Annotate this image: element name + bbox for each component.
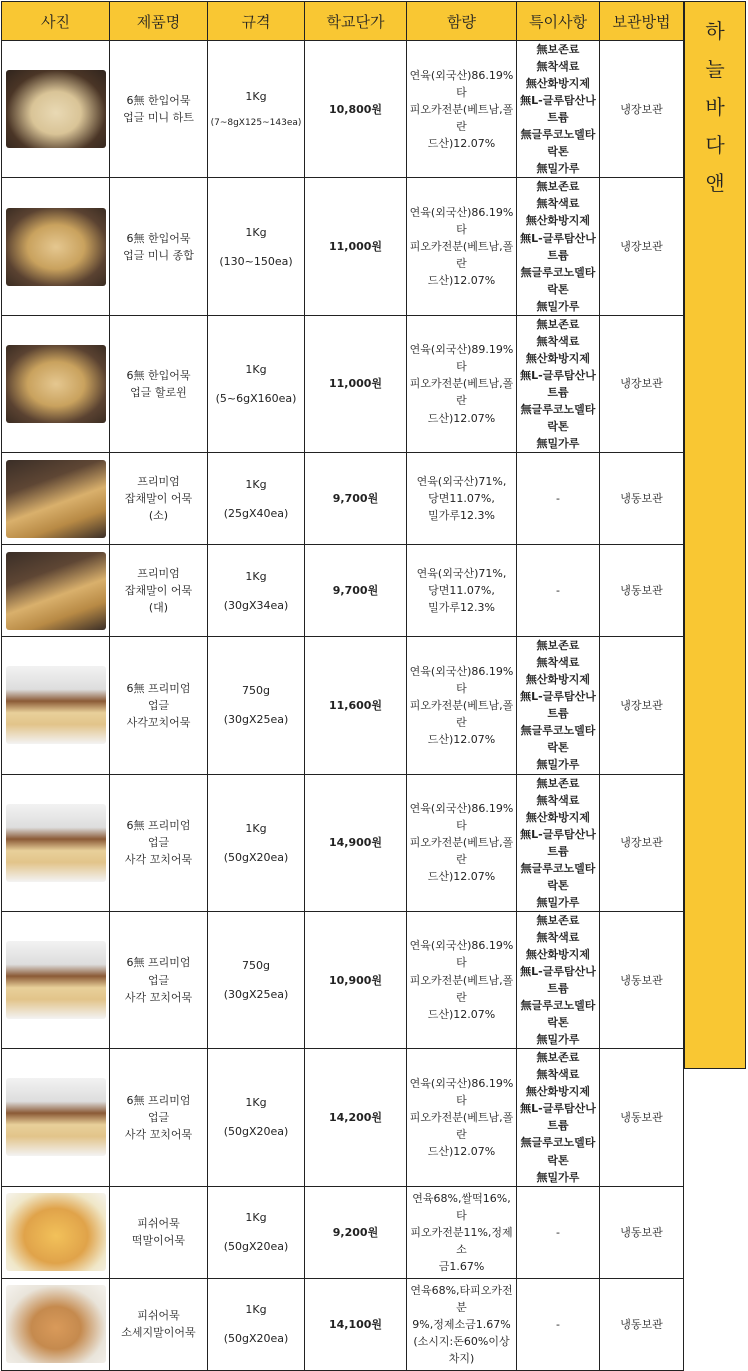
special-notes-cell bbox=[517, 178, 600, 315]
special-note: 無산화방지제 bbox=[525, 351, 591, 365]
price-cell: 14,200원 bbox=[305, 1049, 407, 1186]
product-name-line: 잡채말이 어묵 bbox=[124, 492, 193, 506]
product-name-line: 업글 미니 하트 bbox=[123, 111, 194, 125]
storage-cell: 냉동보관 bbox=[600, 1278, 684, 1370]
price-cell: 11,600원 bbox=[305, 637, 407, 774]
spec-cell bbox=[208, 178, 305, 315]
special-note: 無L-글루탐산나트륨 bbox=[520, 1102, 596, 1133]
spec-cell bbox=[208, 1186, 305, 1278]
content-cell bbox=[407, 453, 517, 545]
content-line: 피오카전분(베트남,폴란 bbox=[409, 102, 514, 133]
content-line: 피오카전분(베트남,폴란 bbox=[409, 377, 514, 408]
spec-spacer bbox=[208, 1111, 304, 1123]
spec-count: (30gX25ea) bbox=[223, 713, 289, 727]
spec-count: (7~8gX125~143ea) bbox=[210, 117, 302, 128]
content-line: 당면11.07%, bbox=[428, 584, 495, 598]
spec-weight: 1Kg bbox=[245, 362, 267, 376]
special-notes-cell bbox=[517, 41, 600, 178]
japchae-roll-large-photo-icon bbox=[6, 552, 106, 630]
product-name-cell bbox=[110, 315, 208, 452]
storage-cell: 냉장보관 bbox=[600, 41, 684, 178]
product-name-line: 프리미엄 bbox=[137, 567, 180, 581]
product-name-line: 업글 bbox=[147, 698, 170, 712]
special-note: 無산화방지제 bbox=[525, 77, 591, 91]
product-name-line: 6無 한입어묵 bbox=[126, 231, 191, 245]
content-cell bbox=[407, 1278, 517, 1370]
content-line: 드산)12.07% bbox=[427, 1007, 496, 1021]
content-cell bbox=[407, 774, 517, 911]
content-line: 연육(외국산)86.19%타 bbox=[409, 68, 514, 99]
photo-cell bbox=[2, 453, 110, 545]
product-name-line: 피쉬어묵 bbox=[137, 1217, 180, 1231]
content-line: 피오카전분(베트남,폴란 bbox=[409, 836, 514, 867]
spec-count: (5~6gX160ea) bbox=[215, 391, 297, 405]
price-cell: 10,900원 bbox=[305, 911, 407, 1048]
photo-cell bbox=[2, 911, 110, 1048]
product-name-line: 6無 프리미엄 bbox=[126, 956, 191, 970]
brand-side-char: 바 bbox=[705, 95, 725, 119]
special-notes-cell bbox=[517, 911, 600, 1048]
spec-weight: 1Kg bbox=[245, 569, 267, 583]
spec-count: (50gX20ea) bbox=[223, 850, 289, 864]
spec-weight: 1Kg bbox=[245, 225, 267, 239]
spec-spacer bbox=[208, 1318, 304, 1330]
special-note: 無보존료 bbox=[536, 1051, 580, 1065]
special-notes-cell bbox=[517, 637, 600, 774]
spec-count: (30gX34ea) bbox=[223, 598, 289, 612]
skewer-fishcake-photo-icon bbox=[6, 804, 106, 882]
special-note: 無글루코노델타락톤 bbox=[520, 128, 596, 159]
special-note: 無산화방지제 bbox=[525, 214, 591, 228]
special-note: 無산화방지제 bbox=[525, 1085, 591, 1099]
content-line: 연육(외국산)71%, bbox=[416, 567, 507, 581]
content-line: 드산)12.07% bbox=[427, 411, 496, 425]
special-note: 無글루코노델타락톤 bbox=[520, 861, 596, 892]
special-note: 無밀가루 bbox=[536, 299, 580, 313]
product-name-cell bbox=[110, 545, 208, 637]
header-spec: 규격 bbox=[208, 2, 305, 41]
product-name-line: 사각꼬치어묵 bbox=[126, 715, 191, 729]
content-cell bbox=[407, 637, 517, 774]
photo-cell bbox=[2, 637, 110, 774]
brand-side-panel bbox=[684, 1, 746, 1069]
special-note: 無산화방지제 bbox=[525, 810, 591, 824]
spec-count: (50gX20ea) bbox=[223, 1332, 289, 1346]
storage-cell: 냉장보관 bbox=[600, 637, 684, 774]
content-line: 드산)12.07% bbox=[427, 870, 496, 884]
special-notes-cell: - bbox=[517, 1186, 600, 1278]
sausage-roll-photo-icon bbox=[6, 1285, 106, 1363]
special-note: 無밀가루 bbox=[536, 1033, 580, 1047]
header-row bbox=[2, 2, 684, 41]
product-name-line: 6無 한입어묵 bbox=[126, 94, 191, 108]
special-note: 無밀가루 bbox=[536, 1170, 580, 1184]
photo-cell bbox=[2, 774, 110, 911]
product-name-line: 6無 프리미엄 bbox=[126, 1093, 191, 1107]
brand-side-char: 늘 bbox=[705, 57, 725, 81]
product-name-line: (대) bbox=[148, 601, 169, 615]
table-row bbox=[2, 545, 684, 637]
product-name-line: 떡말이어묵 bbox=[131, 1234, 186, 1248]
header-photo: 사진 bbox=[2, 2, 110, 41]
special-notes-cell: - bbox=[517, 545, 600, 637]
special-notes-cell: - bbox=[517, 453, 600, 545]
storage-cell: 냉동보관 bbox=[600, 911, 684, 1048]
content-cell bbox=[407, 1186, 517, 1278]
special-note: 無보존료 bbox=[536, 317, 580, 331]
product-name-cell bbox=[110, 1278, 208, 1370]
skewer-fishcake-photo-icon bbox=[6, 666, 106, 744]
product-name-line: 잡채말이 어묵 bbox=[124, 584, 193, 598]
product-name-cell bbox=[110, 178, 208, 315]
special-note: 無착색료 bbox=[536, 60, 580, 74]
content-line: 밀가루12.3% bbox=[428, 601, 495, 615]
spec-cell bbox=[208, 774, 305, 911]
brand-side-char: 하 bbox=[705, 19, 725, 43]
content-cell bbox=[407, 1049, 517, 1186]
product-name-cell bbox=[110, 1049, 208, 1186]
content-line: 피오카전분11%,정제소 bbox=[410, 1225, 513, 1256]
brand-side-label bbox=[685, 12, 745, 202]
product-name-line: 6無 프리미엄 bbox=[126, 819, 191, 833]
special-note: 無보존료 bbox=[536, 639, 580, 653]
spec-weight: 1Kg bbox=[245, 1303, 267, 1317]
table-row bbox=[2, 453, 684, 545]
spec-spacer bbox=[208, 1226, 304, 1238]
content-line: 드산)12.07% bbox=[427, 136, 496, 150]
content-cell bbox=[407, 911, 517, 1048]
storage-cell: 냉장보관 bbox=[600, 315, 684, 452]
fishcake-heart-photo-icon bbox=[6, 70, 106, 148]
spec-weight: 1Kg bbox=[245, 1211, 267, 1225]
content-cell bbox=[407, 178, 517, 315]
header-special-notes: 특이사항 bbox=[517, 2, 600, 41]
spec-weight: 750g bbox=[242, 684, 270, 698]
table-row bbox=[2, 1186, 684, 1278]
content-line: 당면11.07%, bbox=[428, 492, 495, 506]
special-note: 無L-글루탐산나트륨 bbox=[520, 94, 596, 125]
content-line: 피오카전분(베트남,폴란 bbox=[409, 1110, 514, 1141]
special-note: 無보존료 bbox=[536, 180, 580, 194]
fishcake-roll-photo-icon bbox=[6, 345, 106, 423]
product-name-cell bbox=[110, 1186, 208, 1278]
product-name-line: 업글 할로윈 bbox=[130, 385, 187, 399]
special-note: 無밀가루 bbox=[536, 895, 580, 909]
special-notes-cell bbox=[517, 315, 600, 452]
product-name-cell bbox=[110, 637, 208, 774]
skewer-fishcake-photo-icon bbox=[6, 1078, 106, 1156]
content-line: 밀가루12.3% bbox=[428, 509, 495, 523]
table-row bbox=[2, 41, 684, 178]
photo-cell bbox=[2, 315, 110, 452]
content-line: 연육68%,쌀떡16%,타 bbox=[412, 1191, 511, 1222]
special-note: 無착색료 bbox=[536, 197, 580, 211]
product-name-line: 소세지말이어묵 bbox=[121, 1326, 196, 1340]
content-line: 연육(외국산)86.19%타 bbox=[409, 939, 514, 970]
special-note: 無L-글루탐산나트륨 bbox=[520, 965, 596, 996]
content-line: 9%,정제소금1.67% bbox=[412, 1317, 511, 1331]
spec-spacer bbox=[208, 974, 304, 986]
storage-cell: 냉동보관 bbox=[600, 1049, 684, 1186]
special-note: 無착색료 bbox=[536, 656, 580, 670]
special-note: 無착색료 bbox=[536, 1068, 580, 1082]
product-name-line: 프리미엄 bbox=[137, 475, 180, 489]
spec-count: (50gX20ea) bbox=[223, 1240, 289, 1254]
special-note: 無글루코노델타락톤 bbox=[520, 265, 596, 296]
product-name-line: 사각 꼬치어묵 bbox=[124, 990, 193, 1004]
spec-cell bbox=[208, 315, 305, 452]
spec-weight: 750g bbox=[242, 959, 270, 973]
photo-cell bbox=[2, 1049, 110, 1186]
table-row bbox=[2, 637, 684, 774]
photo-cell bbox=[2, 41, 110, 178]
special-note: 無착색료 bbox=[536, 334, 580, 348]
spec-cell bbox=[208, 1278, 305, 1370]
spec-weight: 1Kg bbox=[245, 1096, 267, 1110]
spec-spacer bbox=[208, 493, 304, 505]
content-cell bbox=[407, 41, 517, 178]
spec-cell bbox=[208, 911, 305, 1048]
spec-weight: 1Kg bbox=[245, 821, 267, 835]
special-note: 無L-글루탐산나트륨 bbox=[520, 827, 596, 858]
header-content: 함량 bbox=[407, 2, 517, 41]
brand-side-char: 다 bbox=[705, 133, 725, 157]
photo-cell bbox=[2, 178, 110, 315]
special-note: 無밀가루 bbox=[536, 758, 580, 772]
special-note: 無밀가루 bbox=[536, 437, 580, 451]
special-note: 無글루코노델타락톤 bbox=[520, 402, 596, 434]
content-line: 연육(외국산)89.19%타 bbox=[409, 343, 514, 374]
special-note: 無L-글루탐산나트륨 bbox=[520, 231, 596, 262]
product-name-line: 사각 꼬치어묵 bbox=[124, 853, 193, 867]
special-note: 無글루코노델타락톤 bbox=[520, 999, 596, 1030]
photo-cell bbox=[2, 545, 110, 637]
product-name-line: 6無 프리미엄 bbox=[126, 681, 191, 695]
price-cell: 14,900원 bbox=[305, 774, 407, 911]
spec-spacer bbox=[208, 378, 304, 390]
content-line: 연육(외국산)86.19%타 bbox=[409, 205, 514, 236]
spec-cell bbox=[208, 637, 305, 774]
storage-cell: 냉동보관 bbox=[600, 545, 684, 637]
spec-spacer bbox=[208, 585, 304, 597]
special-note: 無밀가루 bbox=[536, 162, 580, 176]
storage-cell: 냉동보관 bbox=[600, 453, 684, 545]
special-notes-cell: - bbox=[517, 1278, 600, 1370]
product-name-line: 피쉬어묵 bbox=[137, 1309, 180, 1323]
japchae-roll-small-photo-icon bbox=[6, 460, 106, 538]
spec-spacer bbox=[208, 699, 304, 711]
special-note: 無보존료 bbox=[536, 776, 580, 790]
skewer-fishcake-photo-icon bbox=[6, 941, 106, 1019]
price-cell: 9,700원 bbox=[305, 545, 407, 637]
photo-cell bbox=[2, 1186, 110, 1278]
price-cell: 11,000원 bbox=[305, 315, 407, 452]
table-row bbox=[2, 178, 684, 315]
content-line: 연육(외국산)86.19%타 bbox=[409, 802, 514, 833]
spec-spacer bbox=[208, 837, 304, 849]
content-line: 피오카전분(베트남,폴란 bbox=[409, 973, 514, 1004]
content-line: 연육(외국산)86.19%타 bbox=[409, 664, 514, 695]
header-product-name: 제품명 bbox=[110, 2, 208, 41]
table-row bbox=[2, 1278, 684, 1370]
product-name-line: 업글 bbox=[147, 1110, 170, 1124]
product-name-cell bbox=[110, 911, 208, 1048]
product-name-line: (소) bbox=[148, 509, 169, 523]
content-line: 피오카전분(베트남,폴란 bbox=[409, 240, 514, 271]
product-name-cell bbox=[110, 453, 208, 545]
price-cell: 9,200원 bbox=[305, 1186, 407, 1278]
special-note: 無착색료 bbox=[536, 793, 580, 807]
spec-cell bbox=[208, 545, 305, 637]
special-note: 無글루코노델타락톤 bbox=[520, 1136, 596, 1167]
special-note: 無보존료 bbox=[536, 913, 580, 927]
content-cell bbox=[407, 545, 517, 637]
table-row bbox=[2, 774, 684, 911]
content-line: 드산)12.07% bbox=[427, 732, 496, 746]
tteok-roll-photo-icon bbox=[6, 1193, 106, 1271]
price-cell: 14,100원 bbox=[305, 1278, 407, 1370]
table-row bbox=[2, 911, 684, 1048]
content-line: 연육68%,타피오카전분 bbox=[410, 1283, 513, 1314]
spec-count: (130~150ea) bbox=[219, 254, 293, 268]
spec-cell bbox=[208, 453, 305, 545]
photo-cell bbox=[2, 1278, 110, 1370]
content-cell bbox=[407, 315, 517, 452]
header-storage: 보관방법 bbox=[600, 2, 684, 41]
content-line: 드산)12.07% bbox=[427, 274, 496, 288]
fishcake-mix-photo-icon bbox=[6, 208, 106, 286]
spec-count: (25gX40ea) bbox=[223, 506, 289, 520]
product-name-cell bbox=[110, 774, 208, 911]
spec-cell bbox=[208, 41, 305, 178]
content-line: 연육(외국산)86.19%타 bbox=[409, 1076, 514, 1107]
product-rows bbox=[2, 41, 684, 1371]
special-note: 無L-글루탐산나트륨 bbox=[520, 690, 596, 721]
product-name-line: 업글 bbox=[147, 836, 170, 850]
product-name-cell bbox=[110, 41, 208, 178]
spec-weight: 1Kg bbox=[245, 89, 267, 103]
special-notes-cell bbox=[517, 774, 600, 911]
product-name-line: 사각 꼬치어묵 bbox=[124, 1127, 193, 1141]
special-note: 無산화방지제 bbox=[525, 947, 591, 961]
product-table bbox=[1, 1, 684, 1371]
spec-count: (30gX25ea) bbox=[223, 988, 289, 1002]
special-note: 無글루코노델타락톤 bbox=[520, 724, 596, 755]
spec-weight: 1Kg bbox=[245, 477, 267, 491]
product-name-line: 6無 한입어묵 bbox=[126, 368, 191, 382]
content-line: 금1.67% bbox=[438, 1259, 485, 1273]
spec-spacer bbox=[208, 241, 304, 253]
spec-count: (50gX20ea) bbox=[223, 1125, 289, 1139]
price-cell: 11,000원 bbox=[305, 178, 407, 315]
storage-cell: 냉동보관 bbox=[600, 1186, 684, 1278]
spec-spacer bbox=[208, 105, 304, 117]
spec-cell bbox=[208, 1049, 305, 1186]
content-line: 연육(외국산)71%, bbox=[416, 475, 507, 489]
storage-cell: 냉장보관 bbox=[600, 774, 684, 911]
product-name-line: 업글 bbox=[147, 973, 170, 987]
special-note: 無산화방지제 bbox=[525, 673, 591, 687]
content-line: 드산)12.07% bbox=[427, 1145, 496, 1158]
content-line: 피오카전분(베트남,폴란 bbox=[409, 698, 514, 729]
special-note: 無L-글루탐산나트륨 bbox=[520, 368, 596, 399]
table-row bbox=[2, 1049, 684, 1186]
special-notes-cell bbox=[517, 1049, 600, 1186]
storage-cell: 냉장보관 bbox=[600, 178, 684, 315]
special-note: 無보존료 bbox=[536, 43, 580, 56]
content-line: (소시지:돈60%이상 bbox=[413, 1334, 510, 1348]
table-row bbox=[2, 315, 684, 452]
brand-side-char: 앤 bbox=[705, 171, 725, 195]
price-cell: 9,700원 bbox=[305, 453, 407, 545]
special-note: 無착색료 bbox=[536, 930, 580, 944]
content-line: 차지) bbox=[448, 1351, 475, 1365]
product-name-line: 업글 미니 종합 bbox=[123, 248, 194, 262]
header-school-price: 학교단가 bbox=[305, 2, 407, 41]
price-cell: 10,800원 bbox=[305, 41, 407, 178]
